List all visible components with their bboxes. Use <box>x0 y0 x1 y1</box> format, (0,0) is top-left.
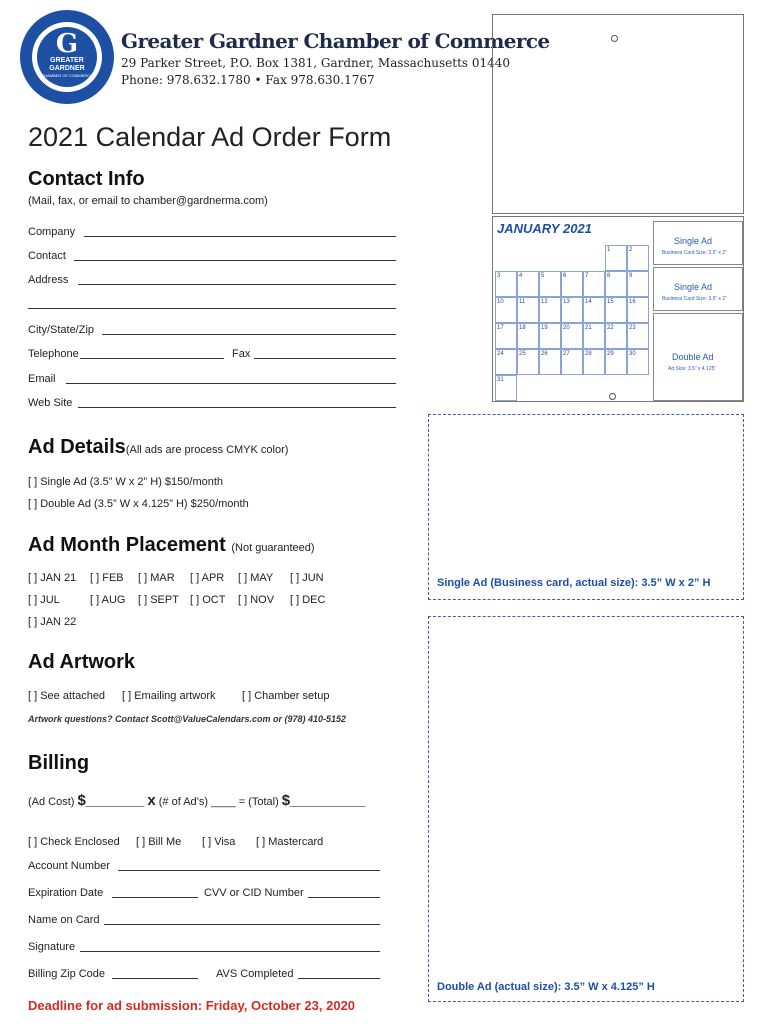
calendar-day: 3 <box>495 271 517 297</box>
contact-heading: Contact Info <box>28 168 145 190</box>
fax-label: Fax <box>232 348 251 360</box>
website-label: Web Site <box>28 397 73 409</box>
company-field[interactable] <box>84 236 396 237</box>
artwork-heading: Ad Artwork <box>28 651 136 673</box>
chamber-logo: G GREATER GARDNER CHAMBER OF COMMERCE <box>20 10 114 104</box>
signature-label: Signature <box>28 941 76 953</box>
month-dec[interactable]: [ ] DEC <box>290 594 326 606</box>
calendar-day: 29 <box>605 349 627 375</box>
double-ad-option[interactable]: [ ] Double Ad (3.5” W x 4.125” H) $250/month <box>28 498 249 510</box>
expiration-label: Expiration Date <box>28 887 104 899</box>
fax-field[interactable] <box>254 358 396 359</box>
logo-subtext: CHAMBER OF COMMERCE <box>41 73 93 78</box>
month-sept[interactable]: [ ] SEPT <box>138 594 179 606</box>
calendar-month-title: JANUARY 2021 <box>497 221 592 236</box>
calendar-day: 16 <box>627 297 649 323</box>
deadline-notice: Deadline for ad submission: Friday, October 23, 2020 <box>28 998 356 1013</box>
calendar-day: 17 <box>495 323 517 349</box>
billing-zip-field[interactable] <box>112 978 198 979</box>
artwork-chamber-setup[interactable]: [ ] Chamber setup <box>242 690 330 702</box>
calendar-day: 30 <box>627 349 649 375</box>
month-jan21[interactable]: [ ] JAN 21 <box>28 572 77 584</box>
billing-check-enclosed[interactable]: [ ] Check Enclosed <box>28 836 120 848</box>
billing-mastercard[interactable]: [ ] Mastercard <box>256 836 324 848</box>
month-jul[interactable]: [ ] JUL <box>28 594 60 606</box>
website-field[interactable] <box>78 407 396 408</box>
calendar-grid-page <box>492 216 744 402</box>
billing-visa[interactable]: [ ] Visa <box>202 836 236 848</box>
expiration-field[interactable] <box>112 897 198 898</box>
month-jun[interactable]: [ ] JUN <box>290 572 324 584</box>
month-jan22[interactable]: [ ] JAN 22 <box>28 616 77 628</box>
calendar-day: 25 <box>517 349 539 375</box>
month-oct[interactable]: [ ] OCT <box>190 594 226 606</box>
avs-label: AVS Completed <box>216 968 294 980</box>
calendar-day: 2 <box>627 245 649 271</box>
calendar-day: 20 <box>561 323 583 349</box>
ad-count-field[interactable]: ____ <box>211 796 236 808</box>
calendar-single-ad-slot-1: Single Ad Business Card Size: 3.5” x 2” <box>653 221 743 265</box>
calendar-day: 8 <box>605 271 627 297</box>
billing-zip-label: Billing Zip Code <box>28 968 106 980</box>
ad-details-heading: Ad Details(All ads are process CMYK color) <box>28 436 289 458</box>
calendar-day: 19 <box>539 323 561 349</box>
contact-note: (Mail, fax, or email to chamber@gardnerma.com) <box>28 195 268 207</box>
calendar-grid <box>495 245 651 401</box>
month-may[interactable]: [ ] MAY <box>238 572 274 584</box>
double-ad-caption: Double Ad (actual size): 3.5” W x 4.125” H <box>437 981 655 993</box>
ad-details-subheading: (All ads are process CMYK color) <box>125 444 289 456</box>
billing-bill-me[interactable]: [ ] Bill Me <box>136 836 182 848</box>
calendar-day: 23 <box>627 323 649 349</box>
cvv-label: CVV or CID Number <box>204 887 304 899</box>
calendar-day: 22 <box>605 323 627 349</box>
calendar-day: 4 <box>517 271 539 297</box>
calendar-day: 21 <box>583 323 605 349</box>
city-state-zip-field[interactable] <box>102 334 396 335</box>
calendar-day: 11 <box>517 297 539 323</box>
double-ad-sample-box <box>428 616 744 1002</box>
calendar-day: 5 <box>539 271 561 297</box>
placement-subheading: (Not guaranteed) <box>231 542 315 554</box>
single-ad-option[interactable]: [ ] Single Ad (3.5” W x 2” H) $150/month <box>28 476 224 488</box>
calendar-day: 26 <box>539 349 561 375</box>
billing-heading: Billing <box>28 752 90 774</box>
calendar-photo-page <box>492 14 744 214</box>
calendar-day: 24 <box>495 349 517 375</box>
calendar-day: 28 <box>583 349 605 375</box>
cvv-field[interactable] <box>308 897 380 898</box>
avs-field[interactable] <box>298 978 380 979</box>
contact-label: Contact <box>28 250 66 262</box>
single-ad-sample-box <box>428 414 744 600</box>
ad-cost-field[interactable]: $_______ <box>77 792 145 809</box>
single-ad-caption: Single Ad (Business card, actual size): 3.5” W x 2” H <box>437 577 711 589</box>
organization-phone: Phone: 978.632.1780 • Fax 978.630.1767 <box>121 73 375 87</box>
calendar-day: 27 <box>561 349 583 375</box>
address-field[interactable] <box>78 284 396 285</box>
placement-heading: Ad Month Placement (Not guaranteed) <box>28 534 315 556</box>
name-on-card-label: Name on Card <box>28 914 100 926</box>
calendar-day: 6 <box>561 271 583 297</box>
contact-field[interactable] <box>74 260 396 261</box>
calendar-day: 9 <box>627 271 649 297</box>
month-nov[interactable]: [ ] NOV <box>238 594 275 606</box>
telephone-label: Telephone <box>28 348 79 360</box>
address-field-2[interactable] <box>28 308 396 309</box>
name-on-card-field[interactable] <box>104 924 380 925</box>
hang-hole-icon <box>611 35 618 42</box>
calendar-day: 31 <box>495 375 517 401</box>
company-label: Company <box>28 226 76 238</box>
hang-hole-icon <box>609 393 616 400</box>
calendar-day: 14 <box>583 297 605 323</box>
email-field[interactable] <box>66 383 396 384</box>
address-label: Address <box>28 274 69 286</box>
telephone-field[interactable] <box>80 358 224 359</box>
artwork-see-attached[interactable]: [ ] See attached <box>28 690 106 702</box>
calendar-day: 1 <box>605 245 627 271</box>
billing-calculation: (Ad Cost) $_______ x (# of Ad’s) ____ = (Total) $_________ <box>28 792 366 809</box>
account-number-label: Account Number <box>28 860 110 872</box>
calendar-double-ad-slot: Double Ad Ad Size: 3.5” x 4.125” <box>653 313 743 401</box>
month-mar[interactable]: [ ] MAR <box>138 572 175 584</box>
total-field[interactable]: $_________ <box>281 792 366 809</box>
artwork-emailing[interactable]: [ ] Emailing artwork <box>122 690 216 702</box>
email-label: Email <box>28 373 56 385</box>
calendar-day: 10 <box>495 297 517 323</box>
calendar-day: 18 <box>517 323 539 349</box>
organization-address: 29 Parker Street, P.O. Box 1381, Gardner, Massachusetts 01440 <box>121 56 511 70</box>
calendar-day: 13 <box>561 297 583 323</box>
city-state-zip-label: City/State/Zip <box>28 324 95 336</box>
calendar-day: 7 <box>583 271 605 297</box>
month-aug[interactable]: [ ] AUG <box>90 594 126 606</box>
organization-name: Greater Gardner Chamber of Commerce <box>121 29 550 53</box>
signature-field[interactable] <box>80 951 380 952</box>
artwork-questions: Artwork questions? Contact Scott@ValueCalendars.com or (978) 410-5152 <box>28 714 347 724</box>
calendar-single-ad-slot-2: Single Ad Business Card Size: 3.5” x 2” <box>653 267 743 311</box>
calendar-day: 15 <box>605 297 627 323</box>
account-number-field[interactable] <box>118 870 380 871</box>
month-apr[interactable]: [ ] APR <box>190 572 225 584</box>
page-title: 2021 Calendar Ad Order Form <box>28 122 392 152</box>
month-feb[interactable]: [ ] FEB <box>90 572 124 584</box>
logo-text: GREATER GARDNER <box>49 57 85 72</box>
calendar-day: 12 <box>539 297 561 323</box>
